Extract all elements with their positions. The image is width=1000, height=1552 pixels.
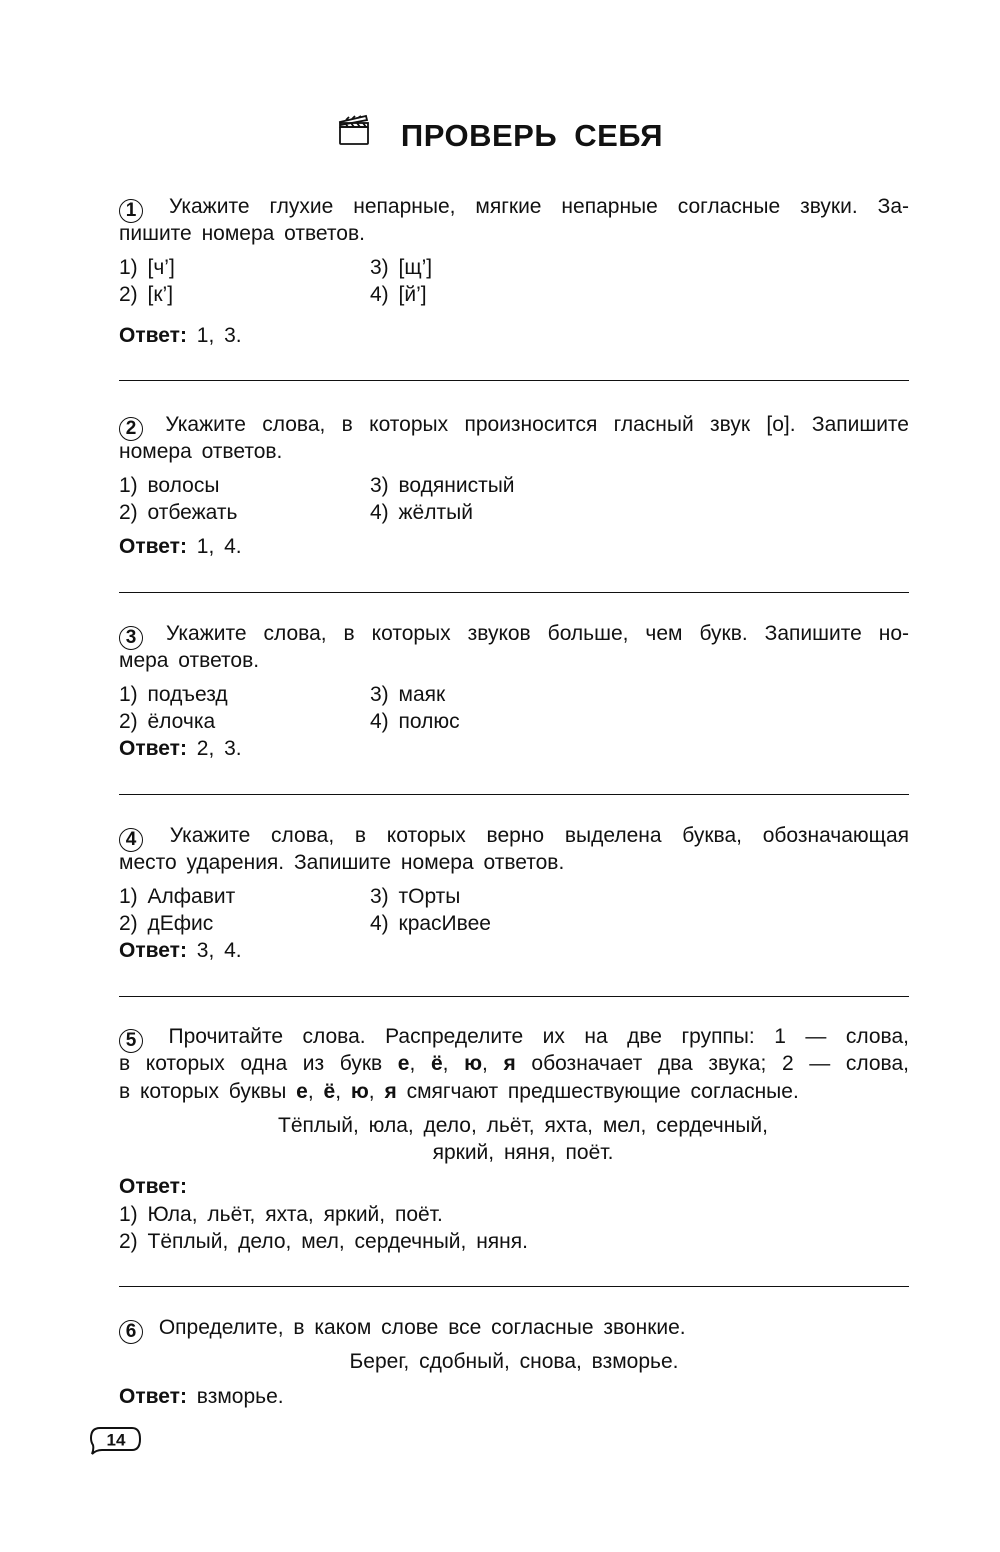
answer-line: 2) Тёплый, дело, мел, сердечный, няня. — [119, 1230, 528, 1254]
text-segment: Укажите глухие непарные, мягкие непарные согласные звуки. За- — [168, 195, 909, 218]
answer — [119, 1173, 909, 1200]
text-segment: , — [442, 1052, 465, 1076]
option-item: 1) Алфавит — [119, 884, 236, 908]
answer-label: Ответ: — [119, 939, 187, 963]
answer-label: Ответ: — [119, 1384, 187, 1408]
bold-letter: ё — [323, 1079, 336, 1103]
question-text-line — [119, 620, 909, 647]
word-list — [119, 1112, 909, 1167]
answer-value: взморье. — [196, 1384, 284, 1408]
page-number — [88, 1424, 142, 1461]
answer — [119, 533, 909, 560]
option-item: 2) дЕфис — [119, 911, 214, 935]
text-segment: пишите номера ответов. — [119, 222, 365, 246]
option-item: 1) волосы — [119, 473, 220, 497]
text-segment: Прочитайте слова. Распределите их на две группы: 1 — слова, — [168, 1025, 909, 1048]
option-item: 3) маяк — [370, 682, 446, 706]
question-number: 5 — [119, 1029, 143, 1053]
word-line: Тёплый, юла, дело, льёт, яхта, мел, сердечный, — [278, 1113, 768, 1137]
option-item: 4) полюс — [370, 709, 460, 733]
question-text-line — [119, 438, 909, 465]
option-item: 1) подъезд — [119, 682, 228, 706]
answer-options — [119, 883, 909, 938]
answer-options — [119, 254, 909, 309]
clapperboard-icon — [337, 114, 371, 154]
option-item: 3) тОрты — [370, 884, 461, 908]
option-item: 4) жёлтый — [370, 500, 473, 524]
answer — [119, 322, 909, 349]
divider — [119, 380, 909, 381]
text-segment: мера ответов. — [119, 649, 260, 673]
text-segment: , — [482, 1052, 504, 1076]
divider — [119, 592, 909, 593]
answer-value: 1, 3. — [196, 324, 242, 348]
question-number: 4 — [119, 828, 143, 852]
text-segment: , — [368, 1079, 385, 1103]
word-line: яркий, няня, поёт. — [432, 1141, 614, 1165]
answer-label: Ответ: — [119, 737, 187, 761]
answer-line: 1) Юла, льёт, яхта, яркий, поёт. — [119, 1202, 443, 1226]
bold-letter: я — [503, 1052, 516, 1076]
text-segment: место ударения. Запишите номера ответов. — [119, 851, 565, 875]
text-segment: в которых буквы — [119, 1079, 297, 1103]
option-item: 3) [щ’] — [370, 255, 433, 279]
divider — [119, 794, 909, 795]
question-number: 1 — [119, 199, 143, 223]
text-segment: Укажите слова, в которых звуков больше, чем букв. Запишите но- — [165, 622, 909, 645]
question-6 — [119, 1314, 909, 1410]
text-segment: , — [307, 1079, 324, 1103]
text-segment: , — [409, 1052, 431, 1076]
answer — [119, 1383, 909, 1410]
bold-letter: ю — [464, 1052, 483, 1076]
option-item: 2) [к’] — [119, 282, 174, 306]
question-number: 2 — [119, 417, 143, 441]
answer — [119, 937, 909, 964]
answer-value: 3, 4. — [196, 939, 242, 963]
option-item: 2) ёлочка — [119, 709, 216, 733]
question-3 — [119, 620, 909, 762]
question-text-line — [119, 1023, 909, 1050]
question-text-line — [119, 647, 909, 674]
question-number: 6 — [119, 1320, 143, 1344]
answer-options — [119, 681, 909, 736]
bold-letter: е — [296, 1079, 308, 1103]
question-2 — [119, 411, 909, 560]
question-1 — [119, 193, 909, 349]
text-segment: в которых одна из букв — [119, 1052, 398, 1076]
bold-letter: е — [397, 1052, 410, 1076]
text-segment: Укажите слова, в которых верно выделена буква, обозначающая — [169, 824, 909, 847]
option-item: 1) [ч’] — [119, 255, 175, 279]
option-item: 3) водянистый — [370, 473, 515, 497]
question-text-line — [119, 1314, 909, 1341]
text-segment: обозначает два звука; 2 — слова, — [515, 1052, 909, 1076]
question-text-line — [119, 822, 909, 849]
bold-letter: ё — [430, 1052, 443, 1076]
divider — [119, 996, 909, 997]
question-text-line — [119, 411, 909, 438]
svg-text:14: 14 — [106, 1430, 126, 1450]
question-number: 3 — [119, 626, 143, 650]
text-segment: смягчают предшествующие согласные. — [396, 1079, 799, 1103]
option-item: 2) отбежать — [119, 500, 238, 524]
answer-value: 2, 3. — [196, 737, 242, 761]
page-title: ПРОВЕРЬ СЕБЯ — [0, 118, 1000, 158]
answer-label: Ответ: — [119, 535, 187, 559]
word-line: Берег, сдобный, снова, взморье. — [349, 1350, 679, 1374]
question-text-line — [119, 1050, 909, 1077]
divider — [119, 1286, 909, 1287]
text-segment: Укажите слова, в которых произносится гласный звук [о]. Запишите — [165, 413, 909, 436]
answer-options — [119, 472, 909, 527]
question-4 — [119, 822, 909, 964]
answer-label: Ответ: — [119, 1175, 187, 1199]
question-5 — [119, 1023, 909, 1255]
question-text-line — [119, 1078, 909, 1105]
answer — [119, 735, 909, 762]
question-text-line — [119, 849, 909, 876]
bold-letter: я — [384, 1079, 397, 1103]
option-item: 4) [й’] — [370, 282, 427, 306]
question-text-line — [119, 193, 909, 220]
text-segment: , — [335, 1079, 351, 1103]
text-segment: Определите, в каком слове все согласные звонкие. — [158, 1316, 686, 1339]
word-list — [119, 1348, 909, 1375]
bold-letter: ю — [350, 1079, 369, 1103]
text-segment: номера ответов. — [119, 440, 283, 464]
option-item: 4) красИвее — [370, 911, 491, 935]
answer-label: Ответ: — [119, 324, 187, 348]
answer-value: 1, 4. — [196, 535, 242, 559]
question-text-line — [119, 220, 909, 247]
